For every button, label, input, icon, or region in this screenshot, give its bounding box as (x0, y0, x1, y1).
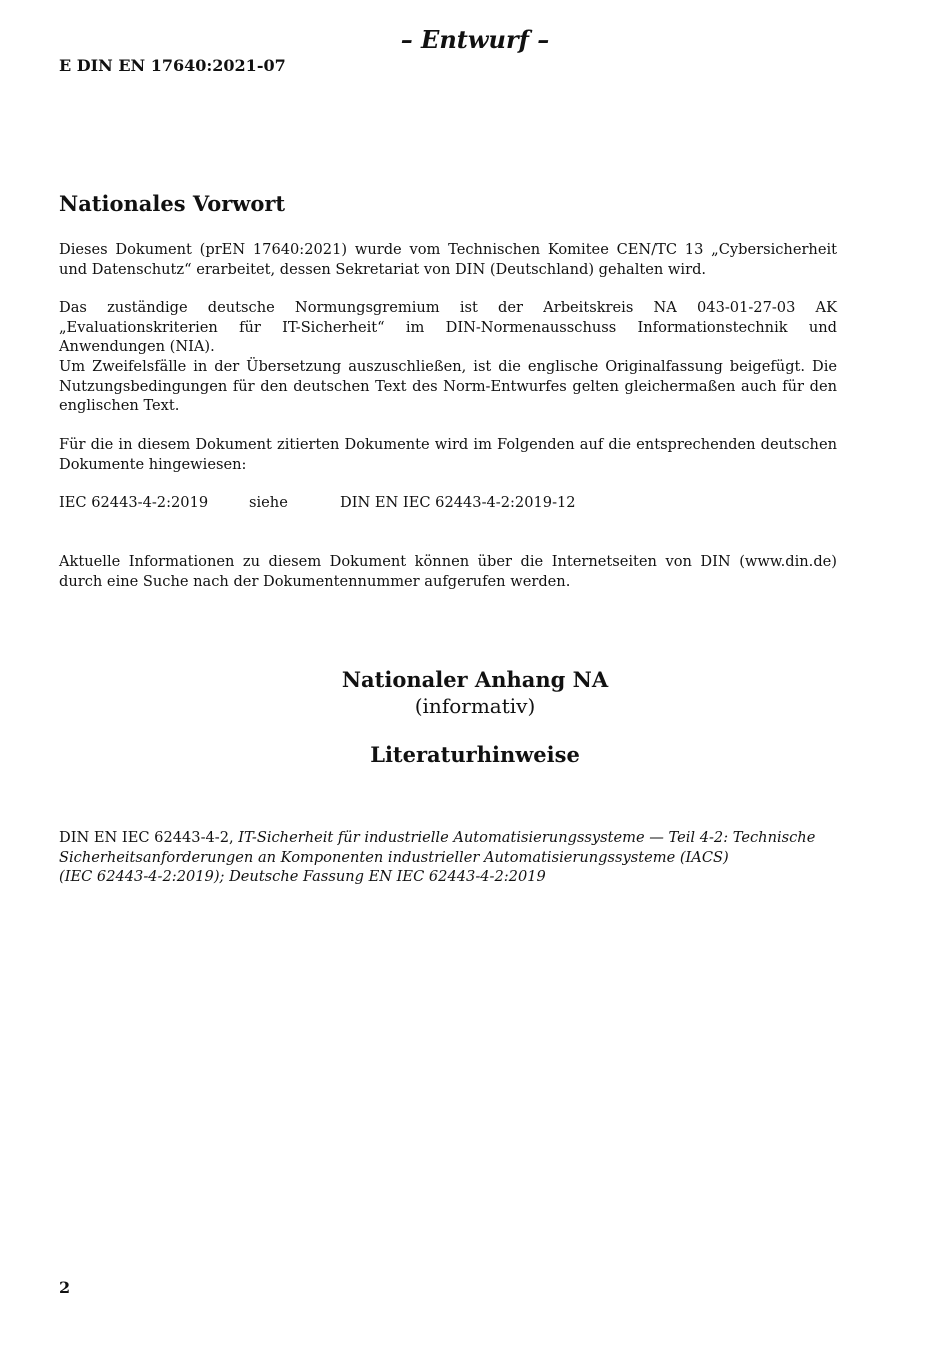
foreword-paragraph-3: Um Zweifelsfälle in der Übersetzung auszuschließen, ist die englische Originalfassung beigefügt. Die Nutzungsbedingungen für den deutschen Text des Norm-Entwurfes gelten gleichermaßen auch für den englischen Text. (59, 358, 837, 415)
foreword-paragraph-4: Für die in diesem Dokument zitierten Dokumente wird im Folgenden auf die entsprechenden deutschen Dokumente hingewiesen: (59, 436, 837, 473)
foreword-paragraph-2: Das zuständige deutsche Normungsgremium ist der Arbeitskreis NA 043-01-27-03 AK „Evaluationskriterien für IT-Sicherheit“ im DIN-Normenausschuss Informationstechnik und Anwendungen (NIA). (59, 299, 837, 356)
foreword-heading: Nationales Vorwort (59, 191, 286, 216)
draft-mark: – Entwurf – (400, 25, 550, 54)
bibliography-entry-title-line-3: (IEC 62443-4-2:2019); Deutsche Fassung EN IEC 62443-4-2:2019 (59, 868, 546, 886)
annex-title: Nationaler Anhang NA (341, 667, 609, 692)
bibliography-heading: Literaturhinweise (370, 742, 580, 767)
bibliography-entry (59, 828, 849, 887)
annex-subtitle: (informativ) (414, 694, 536, 718)
foreword-paragraph-1: Dieses Dokument (prEN 17640:2021) wurde vom Technischen Komitee CEN/TC 13 „Cybersicherheit und Datenschutz“ erarbeitet, dessen Sekretariat von DIN (Deutschland) gehalten wird. (59, 241, 837, 278)
reference-see: siehe (249, 494, 288, 511)
page-number: 2 (59, 1278, 71, 1297)
bibliography-entry-title-line-1: IT-Sicherheit für industrielle Automatisierungssysteme — Teil 4-2: Technische (238, 829, 816, 846)
reference-international: IEC 62443-4-2:2019 (59, 494, 209, 511)
foreword-paragraph-5: Aktuelle Informationen zu diesem Dokument können über die Internetseiten von DIN (www.din.de) durch eine Suche nach der Dokumentennummer aufgerufen werden. (59, 553, 837, 590)
document-id: E DIN EN 17640:2021-07 (59, 56, 286, 75)
reference-national: DIN EN IEC 62443-4-2:2019-12 (340, 494, 576, 511)
bibliography-entry-code: DIN EN IEC 62443-4-2, (59, 829, 239, 846)
bibliography-entry-title-line-2: Sicherheitsanforderungen an Komponenten industrieller Automatisierungssysteme (IACS) (59, 848, 729, 866)
